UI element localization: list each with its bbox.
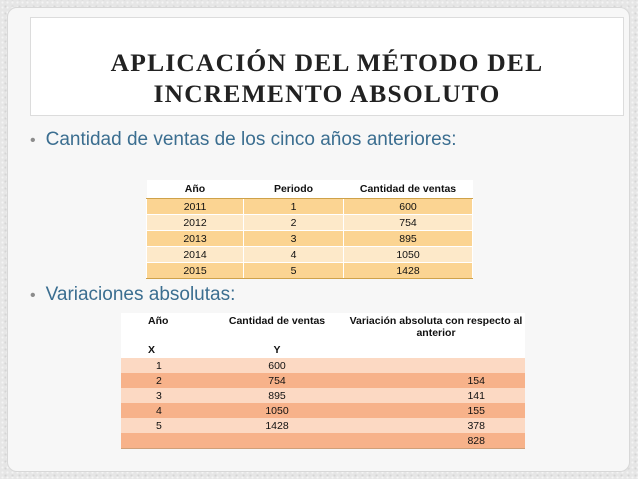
- table-cell: 3: [244, 231, 344, 247]
- bullet-variaciones-text: Variaciones absolutas:: [45, 284, 236, 305]
- table-cell: [347, 358, 525, 373]
- bullet-dot-icon: •: [30, 287, 36, 304]
- table-cell: 600: [207, 358, 347, 373]
- table-cell: 1050: [207, 403, 347, 418]
- table-cell: 5: [244, 263, 344, 279]
- table-cell: 1050: [344, 247, 473, 263]
- table-cell: [207, 433, 347, 449]
- bullet-ventas-text: Cantidad de ventas de los cinco años anteriores:: [45, 129, 457, 150]
- table-cell: 2014: [147, 247, 244, 263]
- table-cell: 2011: [147, 199, 244, 215]
- header-cell: Año: [147, 180, 244, 199]
- table-cell: 4: [244, 247, 344, 263]
- table-cell: 1428: [344, 263, 473, 279]
- title-line-2: INCREMENTO ABSOLUTO: [153, 79, 501, 108]
- table-row: [121, 403, 525, 418]
- table-row: [121, 418, 525, 433]
- header-cell: Periodo: [244, 180, 344, 199]
- table-cell: 1: [121, 358, 207, 373]
- table-cell: 600: [344, 199, 473, 215]
- subheader-cell: X: [121, 342, 207, 358]
- table-row-total: [121, 433, 525, 449]
- table-header: [147, 180, 473, 199]
- table-header: [121, 313, 525, 342]
- table-cell: 155: [347, 403, 525, 418]
- subheader-cell: [347, 342, 525, 358]
- table-cell: 2: [121, 373, 207, 388]
- table-cell: 378: [347, 418, 525, 433]
- table-row: [121, 373, 525, 388]
- table-cell: 2015: [147, 263, 244, 279]
- table-row: [147, 231, 473, 247]
- header-cell: Variación absoluta con respecto al anterior: [347, 313, 525, 342]
- table-cell: 1: [244, 199, 344, 215]
- table-cell: 3: [121, 388, 207, 403]
- bullet-variaciones: [30, 284, 235, 307]
- table-row: [147, 247, 473, 263]
- table-cell: 154: [347, 373, 525, 388]
- slide-title: [31, 47, 623, 109]
- bullet-ventas: [30, 129, 456, 152]
- table-subheader: [121, 342, 525, 358]
- bullet-dot-icon: •: [30, 132, 36, 149]
- table-cell: 5: [121, 418, 207, 433]
- table-cell: 2013: [147, 231, 244, 247]
- table-cell: 754: [207, 373, 347, 388]
- table-cell: 1428: [207, 418, 347, 433]
- table-row: [147, 215, 473, 231]
- header-cell: Cantidad de ventas: [207, 313, 347, 342]
- variation-table: [121, 313, 525, 449]
- table-cell: 895: [344, 231, 473, 247]
- table-cell: [121, 433, 207, 449]
- table-row: [147, 199, 473, 215]
- title-box: [30, 17, 624, 116]
- table-cell: 754: [344, 215, 473, 231]
- total-cell: 828: [347, 433, 525, 449]
- table-cell: 895: [207, 388, 347, 403]
- header-cell: Cantidad de ventas: [344, 180, 473, 199]
- subheader-cell: Y: [207, 342, 347, 358]
- table-cell: 2: [244, 215, 344, 231]
- header-cell: Año: [121, 313, 207, 342]
- title-line-1: APLICACIÓN DEL MÉTODO DEL: [110, 48, 544, 77]
- table-row: [121, 388, 525, 403]
- sales-table: [146, 180, 473, 279]
- table-row: [147, 263, 473, 279]
- table-cell: 141: [347, 388, 525, 403]
- table-cell: 2012: [147, 215, 244, 231]
- table-cell: 4: [121, 403, 207, 418]
- table-row: [121, 358, 525, 373]
